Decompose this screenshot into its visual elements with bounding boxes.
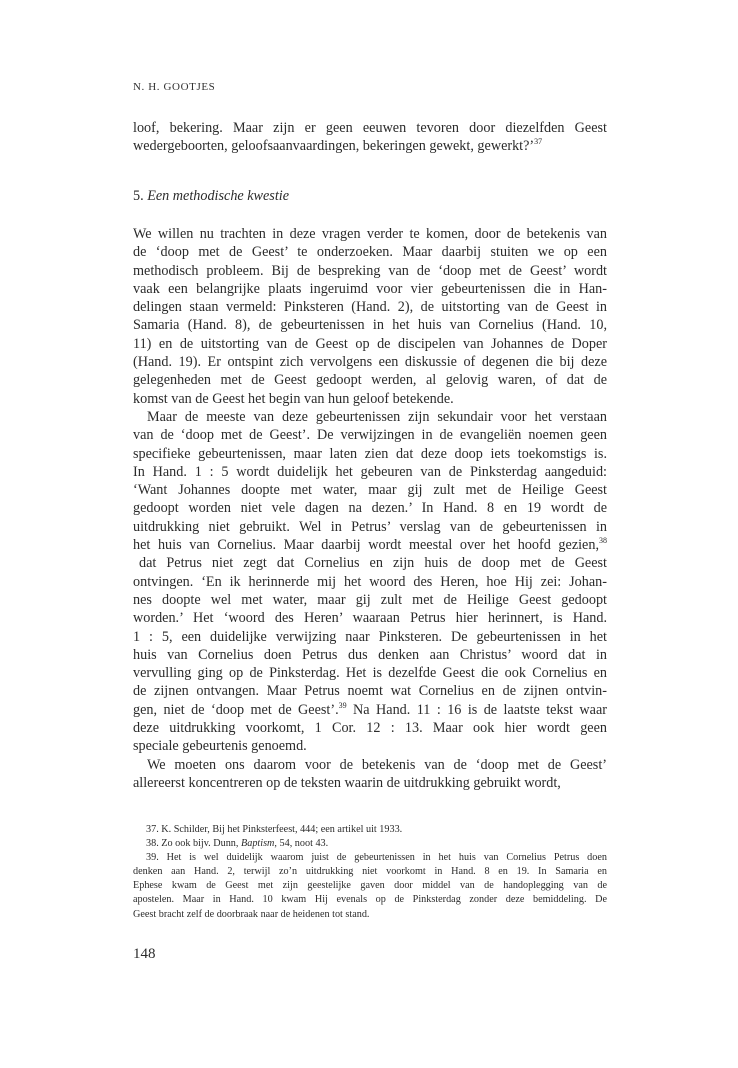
footnote-38: 38. Zo ook bijv. Dunn, Baptism, 54, noot 43.	[146, 838, 329, 850]
text-line: gen, niet de ‘doop met de Geest’.$^{39}$ Na Hand. 11 : 16 is de laatste tekst waar	[133, 700, 607, 718]
text-line: delingen staan vermeld: Pinksteren (Hand. 2), de uitstorting van de Geest in	[133, 299, 607, 316]
text-line: het huis van Cornelius. Maar daarbij wordt meestal over het hoofd gezien,$^{38}$	[133, 536, 607, 554]
footnote-39-line: Geest bracht zelf de doorbraak naar de heidenen tot stand.	[133, 908, 370, 920]
paragraph-1	[133, 225, 607, 408]
text-line: nes doopte wel met water, maar gij zult met de Heilige Geest gedoopt	[133, 591, 607, 608]
text-line: Maar de meeste van deze gebeurtenissen zijn sekundair voor het verstaan	[147, 409, 607, 425]
text-line: ontvingen. ‘En ik herinnerde mij het woord des Heren, hoe Hij zei: Johan-	[133, 573, 607, 590]
text-line: (Hand. 19). Er ontspint zich vervolgens een diskussie of degenen die bij deze	[133, 354, 607, 371]
text-line: allereerst koncentreren op de teksten waarin de uitdrukking gebruikt wordt,	[133, 775, 561, 792]
footnote-39-line: denken aan Hand. 2, terwijl zo’n uitdrukking niet voorkomt in Hand. 8 en 19. In Samaria en	[133, 866, 607, 878]
section-number: 5.	[133, 188, 144, 204]
text-line: uitdrukking niet gebruikt. Wel in Petrus’ verslag van de gebeurtenissen in	[133, 518, 607, 535]
text-line: gedoopt worden niet vele dagen na dezen.’ In Hand. 8 en 19 wordt de	[133, 500, 607, 517]
text-line: van de ‘doop met de Geest’. De verwijzingen in de evangeliën noemen geen	[133, 427, 607, 444]
footnote-ref-39[interactable]: 39	[338, 700, 347, 710]
text-line: We moeten ons daarom voor de betekenis van de ‘doop met de Geest’	[147, 757, 607, 773]
text-line: deze uitdrukking voorkomt, 1 Cor. 12 : 13. Maar ook hier wordt geen	[133, 720, 607, 737]
intro-paragraph	[133, 119, 607, 156]
text-line: ‘Want Johannes doopte met water, maar gij zult met de Heilige Geest	[133, 482, 607, 499]
text-line: de zijnen ontvangen. Maar Petrus noemt wat Cornelius en de zijnen ontvin-	[133, 683, 607, 700]
text-line: vaak een belangrijke plaats ingeruimd voor vier gebeurtenissen die in Han-	[133, 280, 607, 297]
text-line: We willen nu trachten in deze vragen verder te komen, door de betekenis van	[133, 226, 607, 242]
text-line: methodisch probleem. Bij de bespreking van de ‘doop met de Geest’ wordt	[133, 262, 607, 279]
text-line: wedergeboorten, geloofsaanvaardingen, bekeringen gewekt, gewerkt?’$^{37}$	[133, 137, 543, 155]
text-line: speciale gebeurtenis genoemd.	[133, 738, 307, 755]
text-line: Samaria (Hand. 8), de gebeurtenissen in het huis van Cornelius (Hand. 10,	[133, 317, 607, 334]
text-line: specifieke gebeurtenissen, maar laten zien dat deze doop iets toekomstigs is.	[133, 445, 607, 462]
text-line: In Hand. 1 : 5 wordt duidelijk het gebeuren van de Pinksterdag aangeduid:	[133, 463, 607, 480]
page-number: 148	[133, 946, 156, 962]
text-line: 1 : 5, een duidelijke verwijzing naar Pinksteren. De gebeurtenissen in het	[133, 628, 607, 645]
footnotes	[133, 823, 607, 922]
footnote-39-line: Ephese kwam de Geest met zijn geestelijke gaven door middel van de handoplegging van de	[133, 880, 607, 892]
footnote-ref-38[interactable]: 38	[599, 536, 607, 546]
text-line: de ‘doop met de Geest’ te onderzoeken. Maar daarbij stuiten we op een	[133, 244, 607, 261]
running-head: N. H. GOOTJES	[133, 81, 216, 93]
footnote-39-line: apostelen. Maar in Hand. 10 kwam Hij evenals op de Pinksterdag zonder deze bemiddeling. De	[133, 894, 607, 906]
text-line: huis van Cornelius doen Petrus dus denken aan Christus’ woord dat in	[133, 646, 607, 663]
text-line: gelegenheden met de Geest gedoopt werden, al gelovig waren, of dat de	[133, 372, 607, 389]
footnote-37: 37. K. Schilder, Bij het Pinksterfeest, 444; een artikel uit 1933.	[146, 824, 403, 835]
text-line: komst van de Geest het begin van hun geloof betekende.	[133, 390, 454, 407]
text-line: dat Petrus niet zegt dat Cornelius en zijn huis de doop met de Geest	[139, 555, 607, 572]
section-heading	[133, 187, 289, 205]
text-line: vervulling ging op de Pinksterdag. Het is dezelfde Geest die ook Cornelius en	[133, 665, 607, 682]
paragraph-2	[133, 408, 607, 756]
text-line: worden.’ Het ‘woord des Heren’ waaraan Petrus hier herinnert, is Hand.	[133, 610, 607, 627]
paragraph-3	[133, 756, 607, 793]
text-line: 11) en de uitstorting van de Geest op de discipelen van Johannes de Doper	[133, 335, 607, 352]
text-line: loof, bekering. Maar zijn er geen eeuwen tevoren door diezelfden Geest	[133, 120, 607, 136]
footnote-39-line: 39. Het is wel duidelijk waarom juist de gebeurtenissen in het huis van Cornelius Petrus doen	[146, 852, 607, 864]
section-title: Een methodische kwestie	[147, 188, 290, 204]
footnote-ref-37[interactable]: 37	[534, 137, 543, 147]
